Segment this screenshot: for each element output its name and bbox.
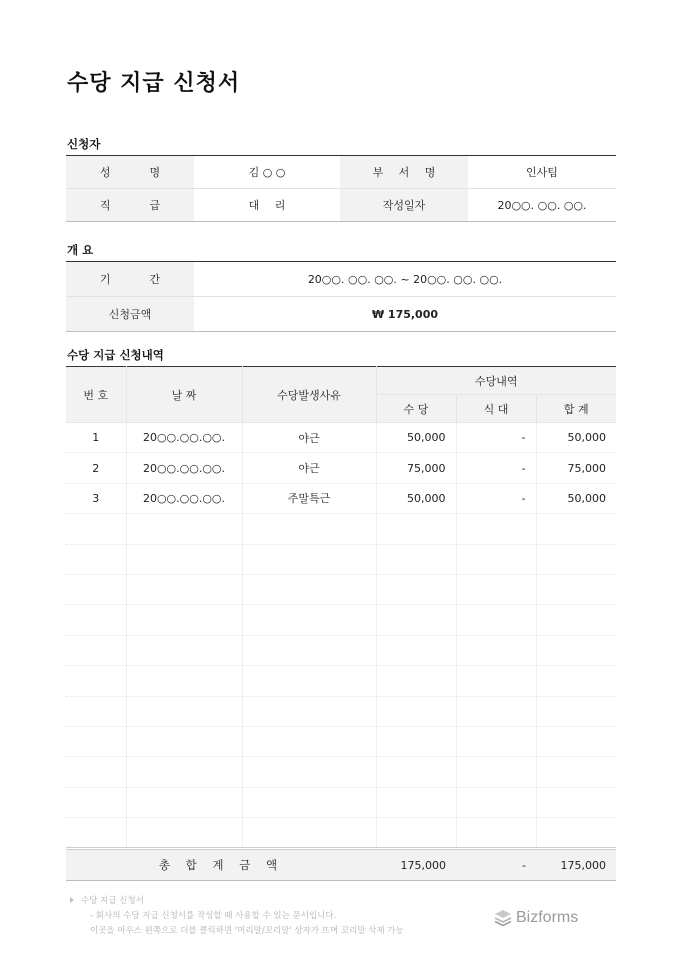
- empty-cell: [376, 635, 456, 665]
- empty-cell: [242, 696, 376, 726]
- date-value: 20○○. ○○. ○○.: [468, 189, 616, 222]
- empty-row: [66, 757, 616, 787]
- empty-cell: [456, 818, 536, 849]
- empty-cell: [242, 514, 376, 544]
- empty-cell: [126, 574, 242, 604]
- section-title-details: 수당 지급 신청내역: [67, 348, 164, 362]
- empty-cell: [376, 605, 456, 635]
- empty-cell: [456, 787, 536, 817]
- empty-cell: [456, 635, 536, 665]
- empty-cell: [536, 726, 616, 756]
- total-row: [66, 849, 616, 881]
- header-meal: 식 대: [456, 395, 536, 423]
- cell-sum: 75,000: [536, 453, 616, 483]
- empty-cell: [456, 605, 536, 635]
- table-row: [66, 262, 616, 297]
- cell-no: 2: [66, 453, 126, 483]
- section-title-overview: 개 요: [67, 243, 94, 257]
- empty-cell: [376, 574, 456, 604]
- table-row: [66, 423, 616, 453]
- empty-cell: [66, 605, 126, 635]
- empty-cell: [536, 787, 616, 817]
- empty-cell: [536, 635, 616, 665]
- empty-cell: [456, 757, 536, 787]
- cell-allowance: 50,000: [376, 483, 456, 513]
- empty-cell: [242, 818, 376, 849]
- header-breakdown: 수당내역: [376, 367, 616, 395]
- empty-cell: [242, 787, 376, 817]
- footer-line3: 이곳을 마우스 왼쪽으로 더블 클릭하면 '머리말/꼬리말' 상자가 뜨며 꼬리말 삭제 가능: [90, 926, 404, 936]
- empty-cell: [456, 544, 536, 574]
- empty-row: [66, 605, 616, 635]
- dept-value: 인사팀: [468, 156, 616, 189]
- empty-cell: [66, 787, 126, 817]
- empty-cell: [242, 666, 376, 696]
- footer-line1: 수당 지급 신청서: [81, 896, 144, 906]
- empty-cell: [126, 757, 242, 787]
- empty-cell: [66, 574, 126, 604]
- period-value: 20○○. ○○. ○○. ~ 20○○. ○○. ○○.: [194, 262, 616, 297]
- empty-cell: [126, 666, 242, 696]
- empty-row: [66, 544, 616, 574]
- position-value: 대 리: [194, 189, 340, 222]
- empty-cell: [66, 696, 126, 726]
- empty-cell: [126, 635, 242, 665]
- header-date: 날 짜: [126, 367, 242, 423]
- empty-cell: [376, 726, 456, 756]
- section-title-applicant: 신청자: [67, 137, 101, 151]
- empty-cell: [536, 818, 616, 849]
- empty-cell: [242, 605, 376, 635]
- empty-row: [66, 696, 616, 726]
- cell-date: 20○○.○○.○○.: [126, 483, 242, 513]
- empty-cell: [126, 787, 242, 817]
- details-body: [66, 423, 616, 881]
- table-row: [66, 297, 616, 332]
- empty-cell: [536, 666, 616, 696]
- empty-cell: [242, 635, 376, 665]
- position-label: 직 급: [66, 189, 194, 222]
- empty-cell: [536, 514, 616, 544]
- header-sum: 합 계: [536, 395, 616, 423]
- cell-allowance: 50,000: [376, 423, 456, 453]
- applicant-table: [66, 155, 616, 222]
- cell-meal: -: [456, 423, 536, 453]
- empty-cell: [456, 696, 536, 726]
- cell-reason: 야근: [242, 453, 376, 483]
- empty-row: [66, 635, 616, 665]
- empty-cell: [376, 757, 456, 787]
- empty-cell: [242, 544, 376, 574]
- header-reason: 수당발생사유: [242, 367, 376, 423]
- empty-cell: [376, 696, 456, 726]
- cell-meal: -: [456, 483, 536, 513]
- empty-cell: [66, 818, 126, 849]
- empty-cell: [126, 818, 242, 849]
- empty-cell: [456, 514, 536, 544]
- empty-row: [66, 574, 616, 604]
- cell-meal: -: [456, 453, 536, 483]
- table-row: [66, 453, 616, 483]
- name-value: 김 ○ ○: [194, 156, 340, 189]
- empty-cell: [536, 544, 616, 574]
- cell-sum: 50,000: [536, 483, 616, 513]
- table-row: [66, 156, 616, 189]
- empty-cell: [456, 666, 536, 696]
- cell-sum: 50,000: [536, 423, 616, 453]
- empty-cell: [126, 605, 242, 635]
- empty-cell: [242, 574, 376, 604]
- date-label: 작성일자: [340, 189, 468, 222]
- total-label: 총 합 계 금 액: [66, 849, 376, 881]
- cell-no: 3: [66, 483, 126, 513]
- table-row: [66, 483, 616, 513]
- empty-row: [66, 726, 616, 756]
- cell-reason: 야근: [242, 423, 376, 453]
- document-title: 수당 지급 신청서: [67, 71, 241, 96]
- empty-cell: [536, 757, 616, 787]
- cell-reason: 주말특근: [242, 483, 376, 513]
- footer-line2: - 회사의 수당 지급 신청서를 작성할 때 사용할 수 있는 문서입니다.: [90, 911, 337, 921]
- total-meal: -: [456, 849, 536, 881]
- empty-cell: [126, 726, 242, 756]
- empty-cell: [66, 514, 126, 544]
- empty-row: [66, 818, 616, 849]
- empty-cell: [376, 666, 456, 696]
- total-allowance: 175,000: [376, 849, 456, 881]
- brand-name: Bizforms: [516, 909, 579, 926]
- name-label: 성 명: [66, 156, 194, 189]
- empty-cell: [376, 544, 456, 574]
- empty-cell: [242, 726, 376, 756]
- empty-cell: [456, 726, 536, 756]
- empty-cell: [376, 787, 456, 817]
- empty-cell: [536, 605, 616, 635]
- empty-row: [66, 514, 616, 544]
- empty-cell: [66, 726, 126, 756]
- empty-row: [66, 666, 616, 696]
- bizforms-logo-icon: [494, 909, 512, 927]
- empty-cell: [456, 574, 536, 604]
- empty-cell: [242, 757, 376, 787]
- empty-cell: [66, 757, 126, 787]
- details-table: [66, 366, 616, 881]
- header-allowance: 수 당: [376, 395, 456, 423]
- empty-cell: [126, 696, 242, 726]
- brand-logo: [494, 909, 578, 927]
- triangle-bullet-icon: [70, 897, 74, 903]
- empty-row: [66, 787, 616, 817]
- empty-cell: [376, 514, 456, 544]
- cell-date: 20○○.○○.○○.: [126, 423, 242, 453]
- empty-cell: [376, 818, 456, 849]
- empty-cell: [126, 514, 242, 544]
- footer-note: [70, 894, 404, 939]
- empty-cell: [66, 635, 126, 665]
- total-sum: 175,000: [536, 849, 616, 881]
- empty-cell: [126, 544, 242, 574]
- empty-cell: [66, 666, 126, 696]
- cell-date: 20○○.○○.○○.: [126, 453, 242, 483]
- empty-cell: [536, 696, 616, 726]
- overview-table: [66, 261, 616, 332]
- cell-allowance: 75,000: [376, 453, 456, 483]
- empty-cell: [536, 574, 616, 604]
- table-row: [66, 189, 616, 222]
- cell-no: 1: [66, 423, 126, 453]
- dept-label: 부 서 명: [340, 156, 468, 189]
- empty-cell: [66, 544, 126, 574]
- amount-value: ₩ 175,000: [194, 297, 616, 332]
- header-no: 번 호: [66, 367, 126, 423]
- amount-label: 신청금액: [66, 297, 194, 332]
- period-label: 기 간: [66, 262, 194, 297]
